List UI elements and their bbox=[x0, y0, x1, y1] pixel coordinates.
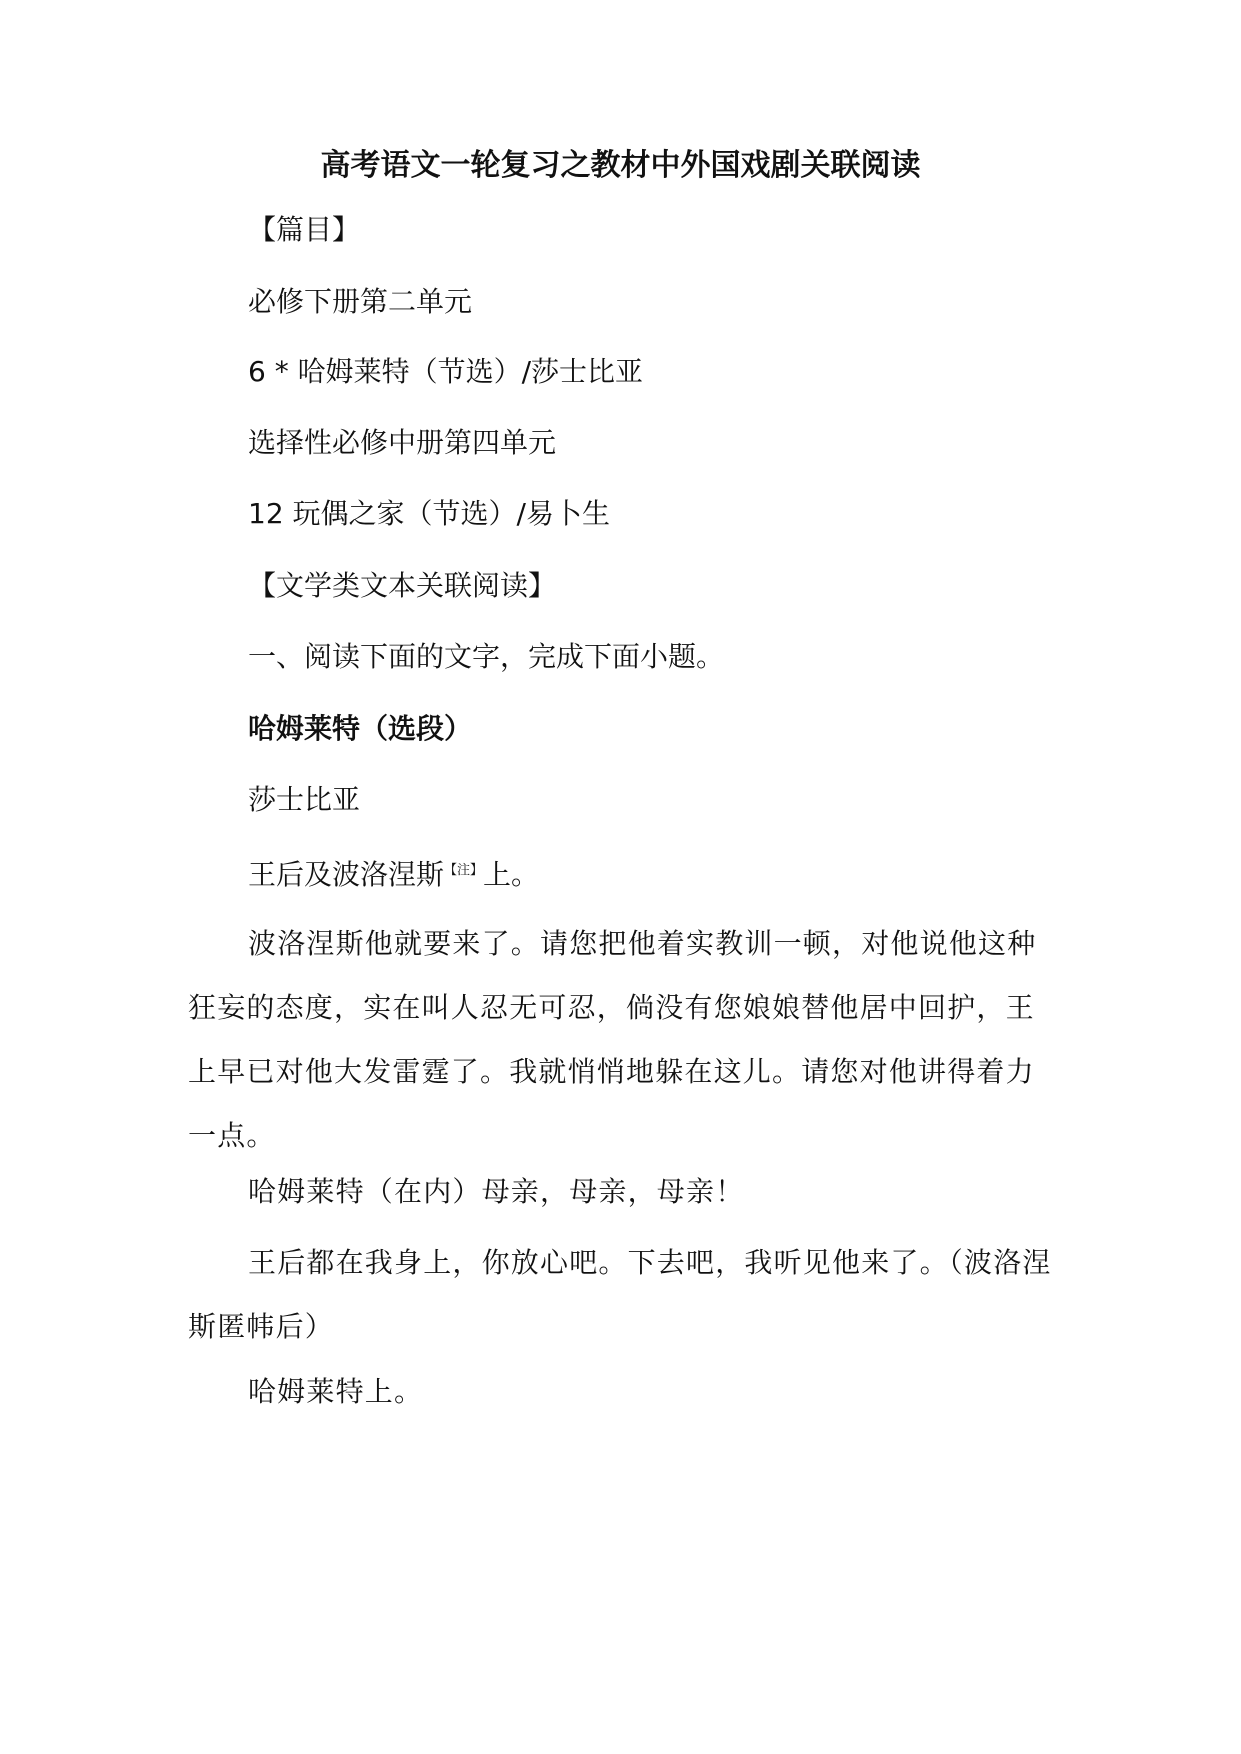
catalog-item-2: 12 玩偶之家（节选）/易卜生 bbox=[248, 497, 610, 530]
stage-direction-end: 上。 bbox=[483, 858, 540, 891]
stage-direction bbox=[248, 851, 539, 895]
dialogue-paragraph-hamlet: 哈姆莱特（在内）母亲，母亲，母亲！ bbox=[248, 1175, 745, 1208]
document-title: 高考语文一轮复习之教材中外国戏剧关联阅读 bbox=[320, 148, 921, 183]
section-reading-heading: 【文学类文本关联阅读】 bbox=[248, 569, 557, 602]
excerpt-author: 莎士比亚 bbox=[248, 783, 361, 816]
dialogue-paragraph-queen: 王后都在我身上，你放心吧。下去吧，我听见他来了。（波洛涅斯匿帏后） bbox=[188, 1246, 1052, 1343]
question-instruction: 一、阅读下面的文字，完成下面小题。 bbox=[248, 640, 725, 673]
stage-direction-text: 王后及波洛涅斯 bbox=[248, 858, 445, 891]
catalog-item-1: 6 * 哈姆莱特（节选）/莎士比亚 bbox=[248, 355, 644, 388]
dialogue-paragraph-polonius: 波洛涅斯他就要来了。请您把他着实教训一顿，对他说他这种狂妄的态度，实在叫人忍无可忍，倘没有您娘娘替他居中回护，王上早已对他大发雷霆了。我就悄悄地躲在这儿。请您对他讲得着力一点。 bbox=[188, 927, 1037, 1152]
excerpt-title: 哈姆莱特（选段） bbox=[248, 712, 473, 745]
section-catalog-heading: 【篇目】 bbox=[248, 213, 361, 246]
footnote-marker: 【注】 bbox=[444, 863, 484, 878]
unit-heading-1: 必修下册第二单元 bbox=[248, 285, 473, 318]
unit-heading-2: 选择性必修中册第四单元 bbox=[248, 426, 557, 459]
stage-direction-hamlet-enter: 哈姆莱特上。 bbox=[248, 1375, 424, 1408]
